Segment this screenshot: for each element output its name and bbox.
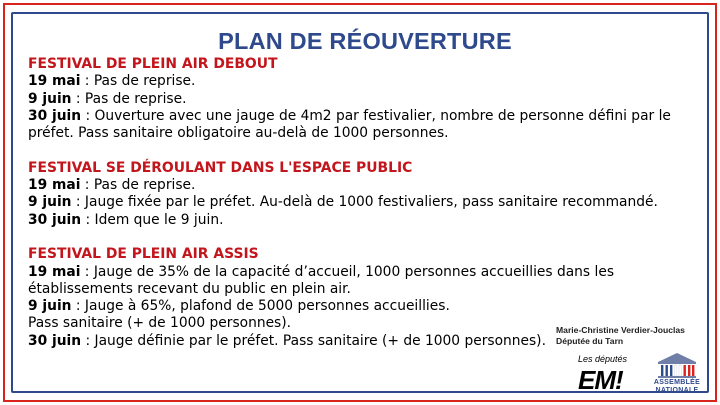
les-deputes-em-logo — [576, 354, 640, 394]
list-item — [28, 194, 698, 211]
section-spacer — [28, 229, 698, 246]
list-item — [28, 298, 698, 315]
item-date: 19 mai — [28, 73, 81, 90]
item-text: : Pas de reprise. — [71, 90, 187, 107]
item-date: 9 juin — [28, 90, 72, 107]
item-text: : Jauge fixée par le préfet. Au-delà de 1000 festivaliers, pass sanitaire recommandé. — [71, 194, 658, 211]
signature-name: Marie-Christine Verdier-Jouclas — [556, 325, 685, 335]
list-item — [28, 108, 698, 143]
signature-block — [556, 325, 716, 347]
item-text: : Pas de reprise. — [80, 73, 196, 90]
item-date: 9 juin — [28, 194, 72, 211]
item-text: : Jauge à 65%, plafond de 5000 personnes accueillies. — [71, 298, 450, 315]
item-text: : Pas de reprise. — [80, 177, 196, 194]
em-logo-caption: Les députés — [578, 354, 628, 364]
item-text: : Jauge définie par le préfet. Pass sanitaire (+ de 1000 personnes). — [81, 332, 546, 349]
assemblee-caption — [644, 379, 710, 395]
item-date: 19 mai — [28, 177, 81, 194]
list-item — [28, 177, 698, 194]
section-plein-air-debout — [28, 56, 698, 142]
item-date: 30 juin — [28, 332, 82, 349]
section-spacer — [28, 142, 698, 159]
assemblee-line-1: ASSEMBLÉE — [653, 379, 701, 386]
list-item — [28, 91, 698, 108]
item-date: 19 mai — [28, 263, 81, 280]
item-text: Pass sanitaire (+ de 1000 personnes). — [28, 315, 292, 332]
section-heading: FESTIVAL DE PLEIN AIR ASSIS — [28, 246, 259, 263]
signature-role: Députée du Tarn — [556, 336, 624, 346]
section-heading: FESTIVAL DE PLEIN AIR DEBOUT — [28, 56, 278, 72]
section-espace-public — [28, 160, 698, 229]
list-item — [28, 73, 698, 90]
assemblee-nationale-logo — [644, 350, 710, 398]
content-body — [28, 56, 698, 350]
section-heading: FESTIVAL SE DÉROULANT DANS L'ESPACE PUBLIC — [28, 159, 413, 176]
item-date: 9 juin — [28, 298, 72, 315]
list-item — [28, 264, 698, 299]
item-text: : Idem que le 9 juin. — [81, 211, 224, 228]
page-title: PLAN DE RÉOUVERTURE — [218, 28, 512, 54]
item-date: 30 juin — [28, 107, 82, 124]
assemblee-line-2: NATIONALE — [655, 387, 699, 394]
item-text: : Jauge de 35% de la capacité d’accueil, 1000 personnes accueillies dans les établissements recevant du public en plein air. — [28, 263, 615, 297]
em-logo-text: EM! — [578, 365, 623, 395]
assemblee-emblem-icon — [644, 350, 710, 380]
list-item — [28, 212, 698, 229]
item-text: : Ouverture avec une jauge de 4m2 par festivalier, nombre de personne défini par le préfet. Pass sanitaire obligatoire au-delà de 1000 personnes. — [28, 107, 671, 142]
item-date: 30 juin — [28, 211, 82, 228]
